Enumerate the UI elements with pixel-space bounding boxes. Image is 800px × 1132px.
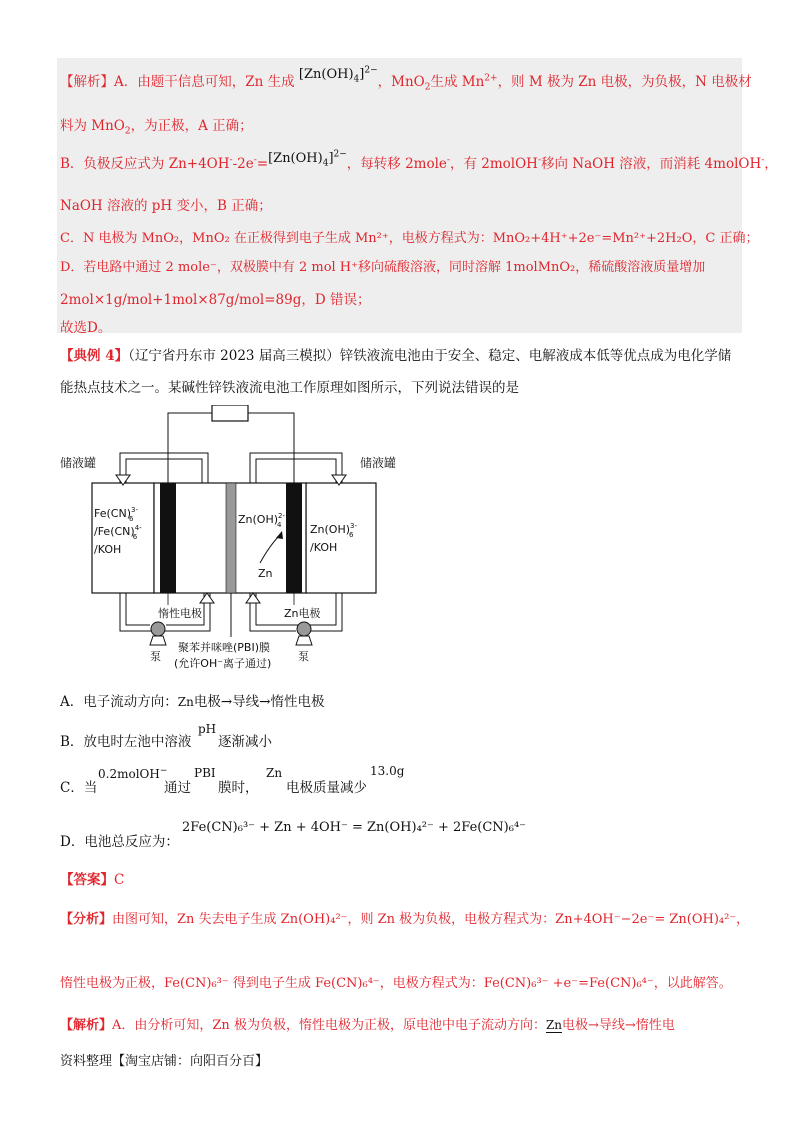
text: 膜时， xyxy=(218,780,259,796)
text: Zn xyxy=(266,766,283,780)
formula-text: Zn(OH) xyxy=(273,151,323,166)
right-tank xyxy=(306,483,376,593)
left-tank xyxy=(92,483,154,593)
text: 通过 xyxy=(164,780,191,796)
right-solution-line2: /KOH xyxy=(310,541,338,554)
pump-right-label: 泵 xyxy=(298,650,309,663)
text: 逐渐减小 xyxy=(218,734,272,750)
zn-complex-formula: $[Zn(OH)_4]^{2-}$ xyxy=(298,65,378,85)
mid-zn-label: Zn xyxy=(258,567,273,580)
answer-tag: 【答案】 xyxy=(60,872,114,888)
sup: − xyxy=(159,766,168,776)
inert-electrode-plate xyxy=(160,483,176,593)
sup: 2− xyxy=(333,149,347,160)
analysis1-line-a xyxy=(60,65,752,93)
analysis3-tag: 【解析】 xyxy=(60,1018,113,1033)
text: -2e xyxy=(232,156,254,172)
answer-line xyxy=(60,868,124,888)
load-resistor xyxy=(212,405,248,421)
answer-value: C xyxy=(114,872,125,888)
text: C．当 xyxy=(60,780,98,796)
text xyxy=(98,766,167,781)
sub: 2 xyxy=(124,126,131,137)
analysis-tag: 【解析】 xyxy=(60,74,114,90)
analysis1-conclusion: 故选D。 xyxy=(60,320,112,336)
sup: - xyxy=(253,155,257,166)
membrane-label-1: 聚苯并咪唑(PBI)膜 xyxy=(178,641,271,654)
battery-diagram xyxy=(60,405,400,675)
pipe-top-right-outer xyxy=(250,453,342,483)
wire-right xyxy=(248,413,294,483)
pipe-top-left-inner xyxy=(126,459,202,483)
text: B．负极反应式为 Zn+4OH xyxy=(60,156,230,172)
zn-complex-formula-b: $[Zn(OH)_4]^{2-}$ xyxy=(268,149,347,169)
example4-line1 xyxy=(60,344,731,364)
option-b xyxy=(60,722,272,752)
example-source: （辽宁省丹东市 2023 届高三模拟） xyxy=(128,348,340,364)
text: 锌铁液流电池由于安全、稳定、电解液成本低等优点成为电化学储 xyxy=(339,348,732,364)
text: 生成 Mn xyxy=(430,74,485,90)
sup: 2− xyxy=(364,65,378,76)
text: 移向 NaOH 溶液，而消耗 4molOH xyxy=(540,156,762,172)
analysis1-line-d2: 2mol×1g/mol+1mol×87g/mol=89g，D 错误； xyxy=(60,292,371,308)
text: pH xyxy=(198,722,217,736)
analysis1-line-b xyxy=(60,149,778,175)
text: 0.2molOH xyxy=(98,767,160,781)
left-solution-line1: Fe(CN)$^{3-}$6 xyxy=(94,506,138,523)
text: A．由题干信息可知，Zn 生成 xyxy=(114,74,295,90)
footer-note: 资料整理【淘宝店铺：向阳百分百】 xyxy=(60,1054,269,1069)
formula-text: Zn(OH) xyxy=(304,67,354,82)
text: D．电池总反应为： xyxy=(60,834,179,850)
pipe-top-right-inner xyxy=(256,459,336,483)
mid-species-label: Zn(OH)$^{2-}$4 xyxy=(238,512,286,529)
text: 电极→导线→惰性电 xyxy=(562,1018,675,1033)
pump-left-label: 泵 xyxy=(150,650,161,663)
zn-electrode-label: Zn电极 xyxy=(284,607,321,620)
text: 电极→导线→惰性电极 xyxy=(193,694,325,710)
analysis2-tag: 【分析】 xyxy=(60,912,113,927)
sup: - xyxy=(537,155,541,166)
pipe-bottom-left-inner xyxy=(126,593,150,625)
analysis1-line-d: D．若电路中通过 2 mole⁻，双极膜中有 2 mol H⁺移向硫酸溶液，同时溶解 1molMnO₂，稀硫酸溶液质量增加 xyxy=(60,260,706,275)
text: ，有 2molOH xyxy=(449,156,538,172)
example-tag: 【典例 4】 xyxy=(60,348,129,364)
sup: - xyxy=(229,155,233,166)
text: ， xyxy=(764,156,778,172)
text: ，每转移 2mole xyxy=(346,156,447,172)
analysis1-line-c: C．N 电极为 MnO₂，MnO₂ 在正极得到电子生成 Mn²⁺，电极方程式为：MnO₂+4H⁺+2e⁻=Mn²⁺+2H₂O，C 正确； xyxy=(60,231,759,246)
pump-left-base xyxy=(150,636,166,645)
text: ，则 M 极为 Zn 电极，为负极，N 电极材 xyxy=(497,74,752,90)
inert-electrode-label: 惰性电极 xyxy=(158,607,202,620)
pump-right-base xyxy=(296,636,312,645)
option-a xyxy=(60,690,324,710)
text: A．由分析可知，Zn 极为负极，惰性电极为正极，原电池中电子流动方向： xyxy=(112,1018,546,1033)
text: Zn xyxy=(545,1018,563,1032)
text: ，MnO xyxy=(377,74,425,90)
text: Zn xyxy=(177,695,194,709)
text: PBI xyxy=(194,766,216,780)
pbi-membrane xyxy=(226,483,236,593)
sup: 2+ xyxy=(484,73,498,84)
tank-right-label: 储液罐 xyxy=(360,456,397,470)
analysis1-line-a2 xyxy=(60,114,253,137)
membrane-label-2: (允许OH⁻离子通过) xyxy=(174,657,272,670)
tank-left-label: 储液罐 xyxy=(60,456,97,470)
sub: 2 xyxy=(424,82,431,93)
text: 13.0g xyxy=(370,764,405,778)
sub: 4 xyxy=(353,74,360,85)
analysis2-line2: 惰性电极为正极，Fe(CN)₆³⁻ 得到电子生成 Fe(CN)₆⁴⁻，电极方程式为：Fe(CN)₆³⁻ +e⁻=Fe(CN)₆⁴⁻，以此解答。 xyxy=(60,976,732,991)
zn-electrode-plate xyxy=(286,483,302,593)
pump-right-icon xyxy=(297,622,311,636)
analysis2-line1 xyxy=(60,908,749,927)
example4-line2: 能热点技术之一。某碱性锌铁液流电池工作原理如图所示，下列说法错误的是 xyxy=(60,380,519,396)
text: B．放电时左池中溶液 xyxy=(60,734,192,750)
right-solution-line1: Zn(OH)$^{3-}$6 xyxy=(310,522,358,539)
option-c xyxy=(60,764,480,796)
text: ，为正极，A 正确； xyxy=(130,118,253,134)
equation: 2Fe(CN)₆³⁻ + Zn + 4OH⁻ = Zn(OH)₄²⁻ + 2Fe(CN)₆⁴⁻ xyxy=(182,820,527,835)
pump-left-icon xyxy=(151,622,165,636)
text: A．电子流动方向： xyxy=(60,694,178,710)
sub: 4 xyxy=(322,158,329,169)
flow-arrow-right-bottom xyxy=(246,593,260,603)
left-solution-line3: /KOH xyxy=(94,543,122,556)
wire-left xyxy=(168,413,212,483)
left-solution-line2: /Fe(CN)$^{4-}$6 xyxy=(94,524,142,541)
analysis1-line-b2: NaOH 溶液的 pH 变小，B 正确； xyxy=(60,198,272,214)
pipe-top-left-outer xyxy=(120,453,208,483)
text: = xyxy=(256,156,269,172)
text: 料为 MnO xyxy=(60,118,125,134)
text: 由图可知，Zn 失去电子生成 Zn(OH)₄²⁻，则 Zn 极为负极，电极方程式为：Zn+4OH⁻−2e⁻= Zn(OH)₄²⁻， xyxy=(112,912,750,927)
analysis3-line1 xyxy=(60,1014,675,1033)
flow-arrow-left-bottom xyxy=(200,593,214,603)
sup: - xyxy=(761,155,765,166)
text: 电极质量减少 xyxy=(286,780,367,796)
sup: - xyxy=(446,155,450,166)
